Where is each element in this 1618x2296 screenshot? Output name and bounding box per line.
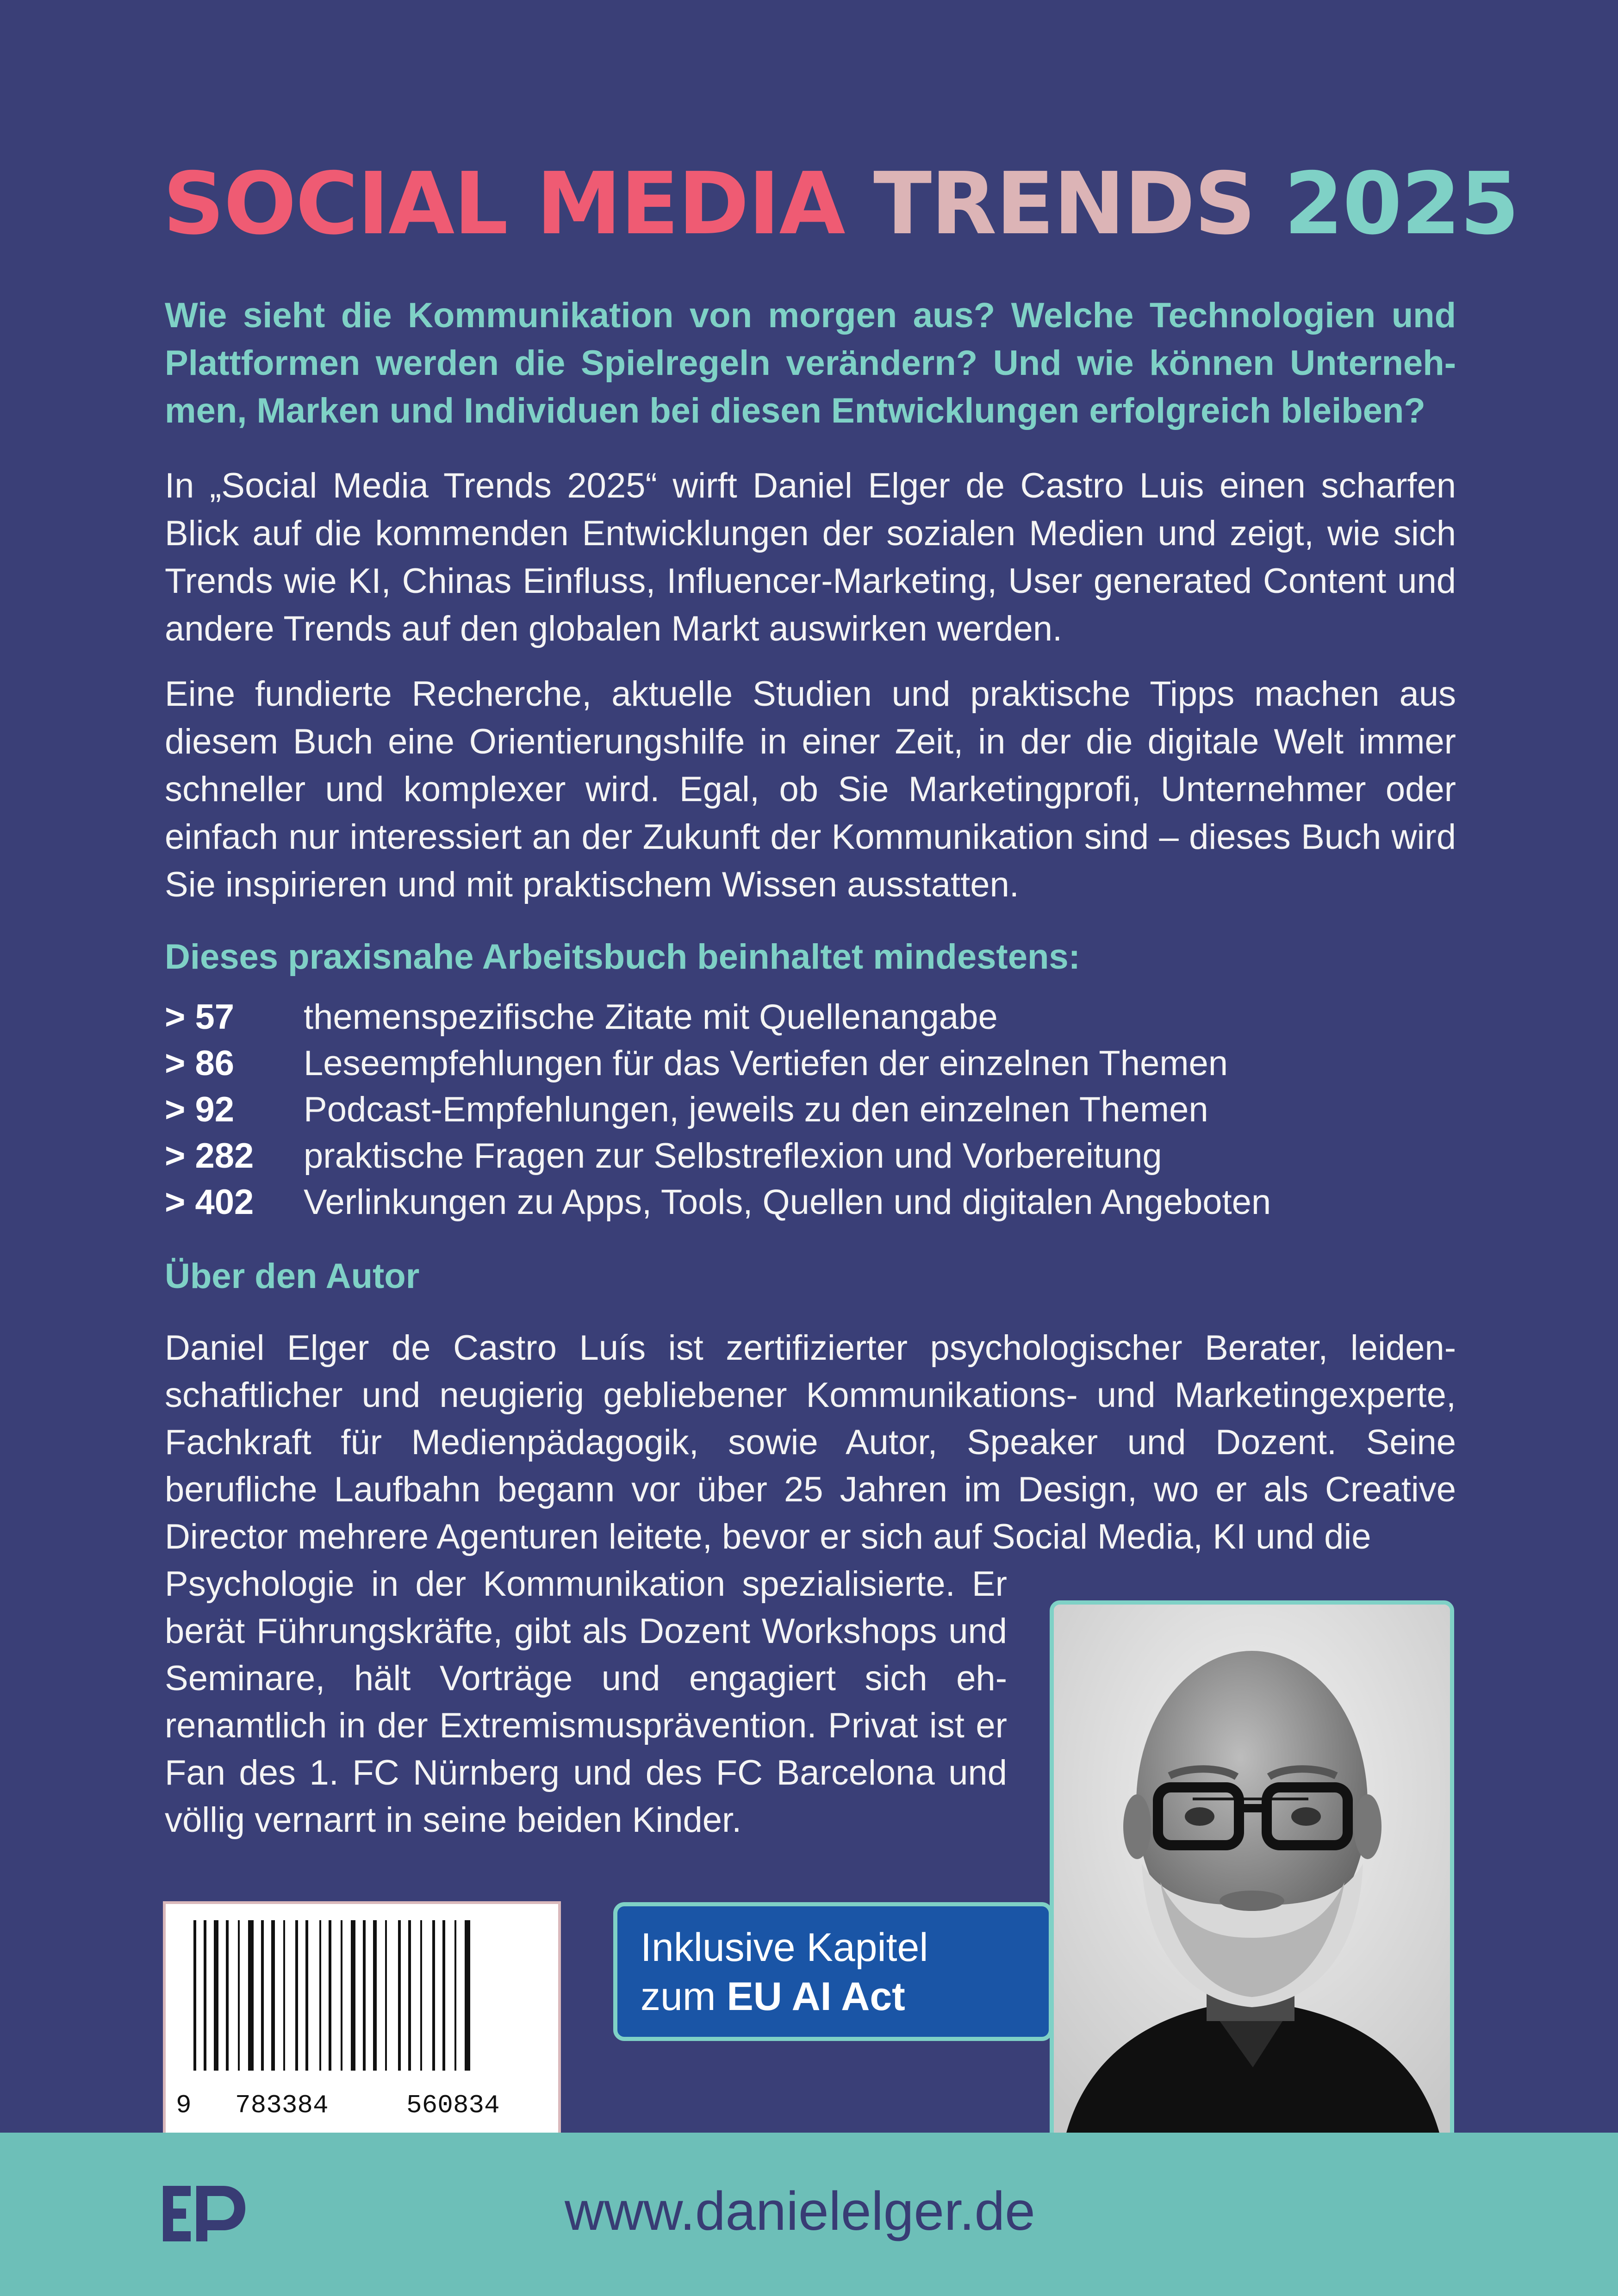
barcode-bar bbox=[329, 1920, 331, 2071]
badge-line-2-bold: EU AI Act bbox=[727, 1974, 905, 2019]
barcode-bar bbox=[373, 1920, 377, 2071]
barcode-bar bbox=[432, 1920, 435, 2071]
website-url[interactable]: www.danielelger.de bbox=[565, 2181, 1035, 2242]
barcode-bar bbox=[305, 1920, 308, 2071]
barcode-left-digits: 783384 bbox=[235, 2091, 329, 2120]
feature-count: > 86 bbox=[165, 1044, 235, 1083]
feature-count: > 282 bbox=[165, 1136, 254, 1176]
barcode-bar bbox=[193, 1920, 196, 2071]
badge-line-2 bbox=[641, 1972, 1049, 2021]
isbn-barcode bbox=[163, 1901, 561, 2137]
barcode-bar bbox=[248, 1920, 254, 2071]
feature-text: praktische Fragen zur Selbstreflexion und Vorbereitung bbox=[304, 1136, 1162, 1176]
title-part-trends: TRENDS bbox=[873, 154, 1255, 254]
barcode-bar bbox=[341, 1920, 342, 2071]
barcode-first-digit: 9 bbox=[176, 2091, 192, 2120]
feature-item bbox=[165, 994, 1456, 1040]
barcode-bar bbox=[398, 1920, 401, 2071]
publisher-logo-icon bbox=[163, 2186, 246, 2241]
feature-text: Leseempfehlungen für das Vertiefen der einzelnen Themen bbox=[304, 1044, 1228, 1083]
features-heading: Dieses praxisnahe Arbeitsbuch beinhaltet mindestens: bbox=[165, 937, 1080, 977]
barcode-bar bbox=[226, 1920, 229, 2071]
feature-item bbox=[165, 1040, 1456, 1087]
barcode-bar bbox=[214, 1920, 218, 2071]
badge-line-1: Inklusive Kapitel bbox=[641, 1925, 928, 1970]
barcode-bar bbox=[465, 1920, 470, 2071]
feature-text: Verlinkungen zu Apps, Tools, Quellen und digitalen Angeboten bbox=[304, 1182, 1271, 1222]
feature-item bbox=[165, 1133, 1456, 1179]
barcode-bar bbox=[271, 1920, 275, 2071]
eu-ai-act-badge bbox=[613, 1902, 1053, 2041]
badge-line-2-prefix: zum bbox=[641, 1974, 727, 2019]
author-photo bbox=[1050, 1600, 1454, 2150]
barcode-bar bbox=[319, 1920, 321, 2071]
author-heading: Über den Autor bbox=[165, 1257, 420, 1296]
features-list bbox=[165, 994, 1456, 1226]
author-bio-beside-photo: Psychologie in der Kommunikation spezialisierte. Er berät Führungskräfte, gibt als Dozent Workshops und Seminare, hält Vorträge und engagiert sich ehrenamtlich in der Extremismusprävention. Privat ist er Fan des 1. FC Nürnberg und des FC Barcelona und völlig vernarrt in seine beiden Kinder. bbox=[165, 1564, 1007, 1840]
feature-count: > 57 bbox=[165, 997, 235, 1037]
feature-text: Podcast-Empfehlungen, jeweils zu den einzelnen Themen bbox=[304, 1090, 1208, 1129]
barcode-bar bbox=[204, 1920, 206, 2071]
barcode-bar bbox=[351, 1920, 355, 2071]
feature-item bbox=[165, 1087, 1456, 1133]
intro-questions: Wie sieht die Kommunikation von morgen aus? Welche Technologien und Plattformen werden die Spielregeln verändern? Und wie können Unternehmen, Marken und Individuen bei diesen Entwicklungen erfolgreich bleiben? bbox=[165, 296, 1456, 430]
barcode-bar bbox=[420, 1920, 422, 2071]
footer-band bbox=[0, 2133, 1618, 2296]
barcode-bar bbox=[442, 1920, 445, 2071]
barcode-digits bbox=[166, 2087, 558, 2124]
author-bio-full-width: Daniel Elger de Castro Luís ist zertifizierter psychologischer Berater, leidenschaftlicher und neugierig gebliebener Kommunikations- und Marketingexperte, Fachkraft für Medienpädagogik, sowie Autor, Speaker und Dozent. Seine berufliche Laufbahn begann vor über 25 Jahren im Design, wo er als Creative Director mehrere Agenturen leitete, bevor er sich auf Social Media, KI und die bbox=[165, 1328, 1456, 1556]
feature-item bbox=[165, 1179, 1456, 1226]
barcode-bar bbox=[363, 1920, 366, 2071]
description-paragraph-1: In „Social Media Trends 2025“ wirft Daniel Elger de Castro Luis einen scharfen Blick auf die kommenden Entwicklungen der sozialen Medien und zeigt, wie sich Trends wie KI, Chinas Einfluss, Influencer-Marketing, User generated Content und andere Trends auf den globalen Markt auswirken werden. bbox=[165, 466, 1456, 648]
barcode-bar bbox=[283, 1920, 285, 2071]
description-paragraph-2: Eine fundierte Recherche, aktuelle Studien und praktische Tipps machen aus diesem Buch eine Orientierungshilfe in einer Zeit, in der die digitale Welt immer schneller und komplexer wird. Egal, ob Sie Marketingprofi, Unternehmer oder einfach nur interessiert an der Zukunft der Kommunikation sind – dieses Buch wird Sie inspirieren und mit praktischem Wissen ausstatten. bbox=[165, 674, 1456, 904]
title-part-year: 2025 bbox=[1284, 154, 1519, 254]
author-portrait-icon bbox=[1054, 1605, 1450, 2146]
feature-count: > 402 bbox=[165, 1182, 254, 1222]
title-part-social-media: SOCIAL MEDIA bbox=[163, 154, 845, 254]
barcode-right-digits: 560834 bbox=[406, 2091, 500, 2120]
book-title bbox=[163, 153, 1518, 255]
barcode-bar bbox=[408, 1920, 411, 2071]
barcode-bar bbox=[454, 1920, 456, 2071]
feature-count: > 92 bbox=[165, 1090, 235, 1129]
barcode-bar bbox=[295, 1920, 298, 2071]
barcode-bars-icon bbox=[166, 1904, 558, 2089]
barcode-bar bbox=[261, 1920, 264, 2071]
barcode-bar bbox=[385, 1920, 387, 2071]
barcode-bar bbox=[238, 1920, 240, 2071]
feature-text: themenspezifische Zitate mit Quellenangabe bbox=[304, 997, 998, 1037]
